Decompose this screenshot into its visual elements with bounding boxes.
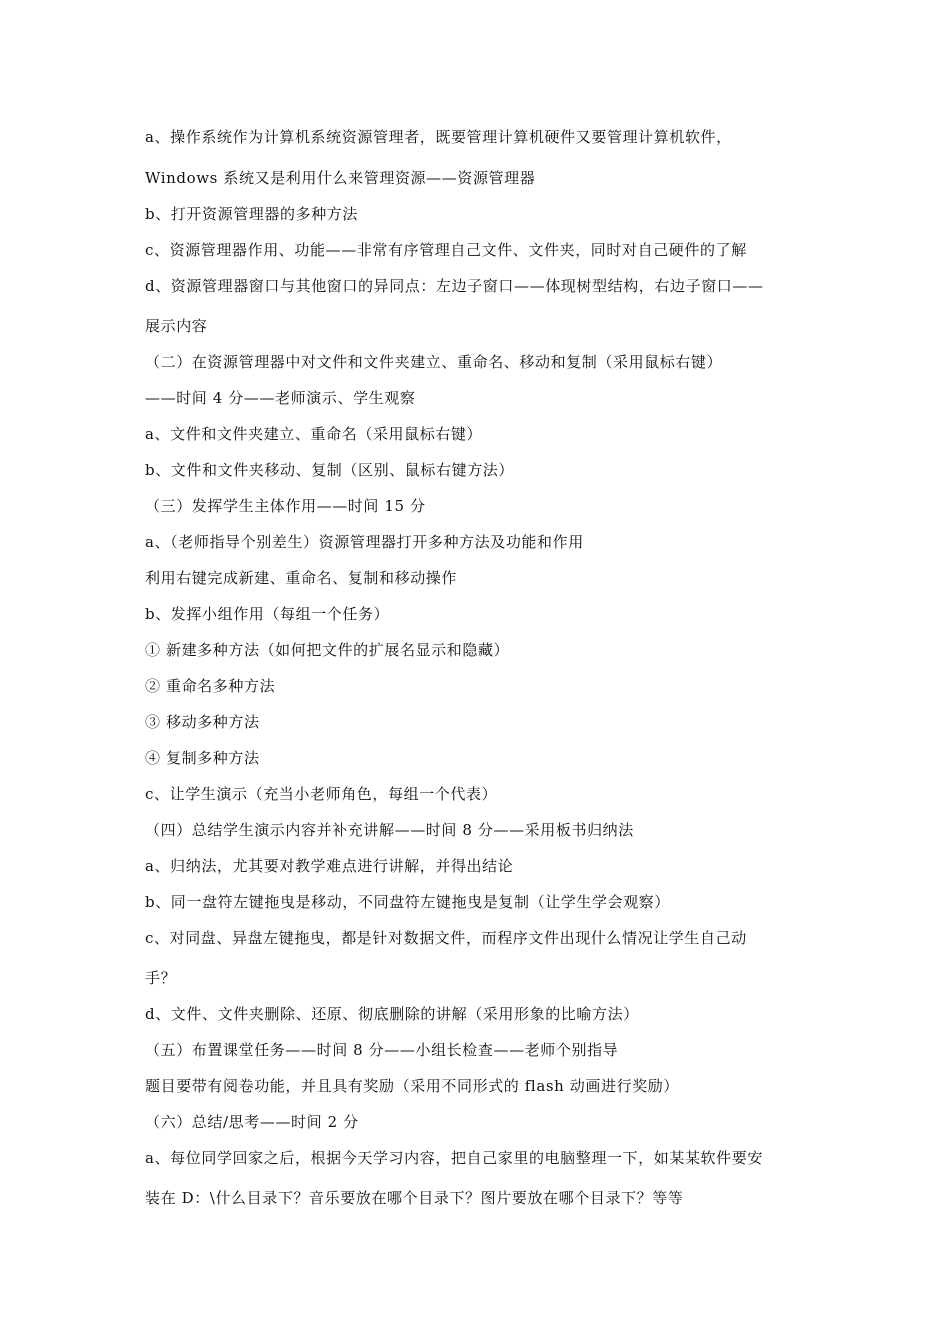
text-line: 利用右键完成新建、重命名、复制和移动操作 — [145, 569, 458, 587]
text-line: c、资源管理器作用、功能——非常有序管理自己文件、文件夹，同时对自己硬件的了解 — [145, 241, 747, 259]
text-line: a、每位同学回家之后，根据今天学习内容，把自己家里的电脑整理一下，如某某软件要安 — [145, 1149, 763, 1167]
text-line: 展示内容 — [145, 317, 208, 335]
list-item: ② 重命名多种方法 — [145, 677, 276, 695]
text-line: b、打开资源管理器的多种方法 — [145, 205, 359, 223]
text-line: a、操作系统作为计算机系统资源管理者，既要管理计算机硬件又要管理计算机软件， — [145, 128, 732, 146]
section-heading: （二）在资源管理器中对文件和文件夹建立、重命名、移动和复制（采用鼠标右键） — [145, 353, 723, 371]
list-item: ④ 复制多种方法 — [145, 749, 260, 767]
text-line: c、对同盘、异盘左键拖曳，都是针对数据文件，而程序文件出现什么情况让学生自己动 — [145, 929, 747, 947]
text-line: b、文件和文件夹移动、复制（区别、鼠标右键方法） — [145, 461, 515, 479]
text-line: c、让学生演示（充当小老师角色，每组一个代表） — [145, 785, 498, 803]
text-line: a、（老师指导个别差生）资源管理器打开多种方法及功能和作用 — [145, 533, 584, 551]
list-item: ① 新建多种方法（如何把文件的扩展名显示和隐藏） — [145, 641, 510, 659]
text-line: d、资源管理器窗口与其他窗口的异同点：左边子窗口——体现树型结构，右边子窗口—— — [145, 277, 764, 295]
text-line: ——时间 4 分——老师演示、学生观察 — [145, 389, 416, 407]
text-line: 题目要带有阅卷功能，并且具有奖励（采用不同形式的 flash 动画进行奖励） — [145, 1077, 679, 1095]
text-line: Windows 系统又是利用什么来管理资源——资源管理器 — [145, 169, 536, 187]
text-line: 手？ — [145, 969, 177, 987]
section-heading: （四）总结学生演示内容并补充讲解——时间 8 分——采用板书归纳法 — [145, 821, 634, 839]
section-heading: （六）总结/思考——时间 2 分 — [145, 1113, 359, 1131]
text-line: b、同一盘符左键拖曳是移动，不同盘符左键拖曳是复制（让学生学会观察） — [145, 893, 671, 911]
text-line: 装在 D：\什么目录下？音乐要放在哪个目录下？图片要放在哪个目录下？等等 — [145, 1189, 684, 1207]
list-item: ③ 移动多种方法 — [145, 713, 260, 731]
section-heading: （五）布置课堂任务——时间 8 分——小组长检查——老师个别指导 — [145, 1041, 619, 1059]
text-line: a、文件和文件夹建立、重命名（采用鼠标右键） — [145, 425, 483, 443]
section-heading: （三）发挥学生主体作用——时间 15 分 — [145, 497, 426, 515]
text-line: b、发挥小组作用（每组一个任务） — [145, 605, 390, 623]
text-line: a、归纳法，尤其要对教学难点进行讲解，并得出结论 — [145, 857, 514, 875]
text-line: d、文件、文件夹删除、还原、彻底删除的讲解（采用形象的比喻方法） — [145, 1005, 639, 1023]
